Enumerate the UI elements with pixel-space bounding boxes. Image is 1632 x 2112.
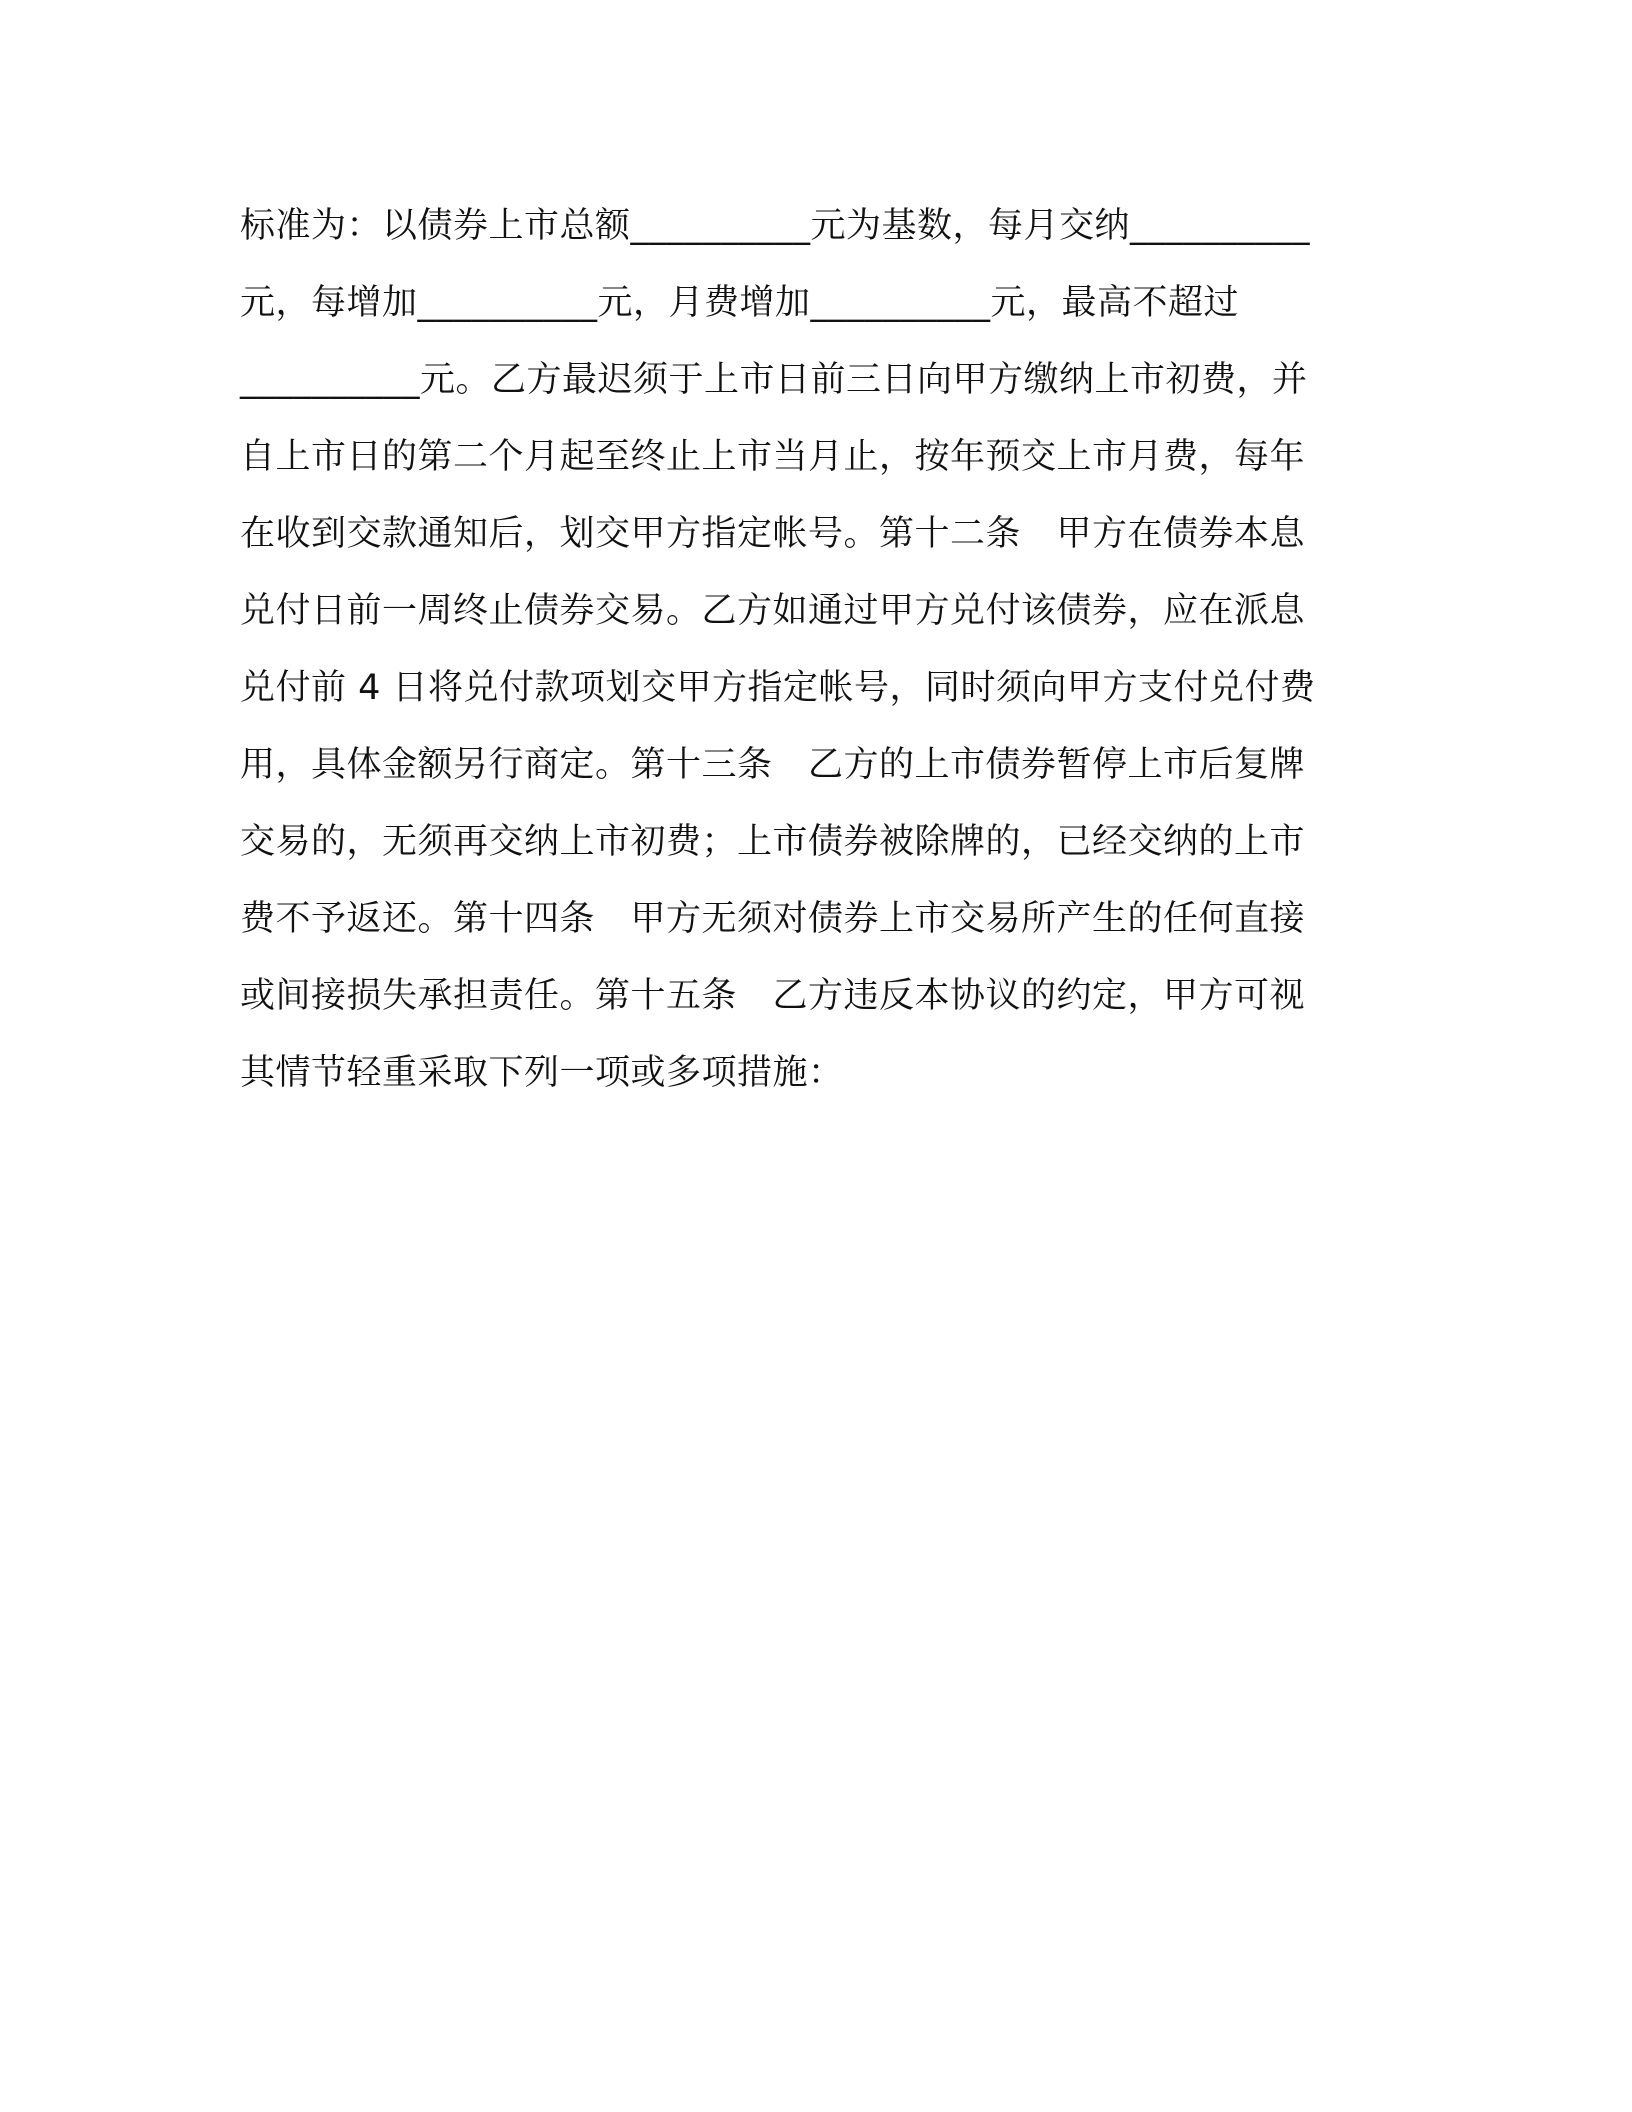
text-line: 交易的，无须再交纳上市初费；上市债券被除牌的，已经交纳的上市 (240, 822, 1306, 862)
text-line: 或间接损失承担责任。第十五条 乙方违反本协议的约定，甲方可视 (240, 976, 1306, 1016)
text-line: 用，具体金额另行商定。第十三条 乙方的上市债券暂停上市后复牌 (240, 745, 1306, 785)
text-line: 在收到交款通知后，划交甲方指定帐号。第十二条 甲方在债券本息 (240, 514, 1306, 554)
text-line: 元，每增加__________元，月费增加__________元，最高不超过 (240, 283, 1240, 323)
text-line: __________元。乙方最迟须于上市日前三日向甲方缴纳上市初费，并 (240, 360, 1308, 400)
text-line: 自上市日的第二个月起至终止上市当月止，按年预交上市月费，每年 (240, 437, 1306, 477)
text-line: 标准为：以债券上市总额__________元为基数，每月交纳__________ (240, 206, 1311, 246)
text-line: 其情节轻重采取下列一项或多项措施： (240, 1053, 844, 1093)
text-line: 费不予返还。第十四条 甲方无须对债券上市交易所产生的任何直接 (240, 899, 1306, 939)
document-body (240, 188, 1360, 1112)
text-line: 兑付日前一周终止债券交易。乙方如通过甲方兑付该债券，应在派息 (240, 591, 1306, 631)
text-line: 兑付前 4 日将兑付款项划交甲方指定帐号，同时须向甲方支付兑付费 (240, 668, 1316, 708)
